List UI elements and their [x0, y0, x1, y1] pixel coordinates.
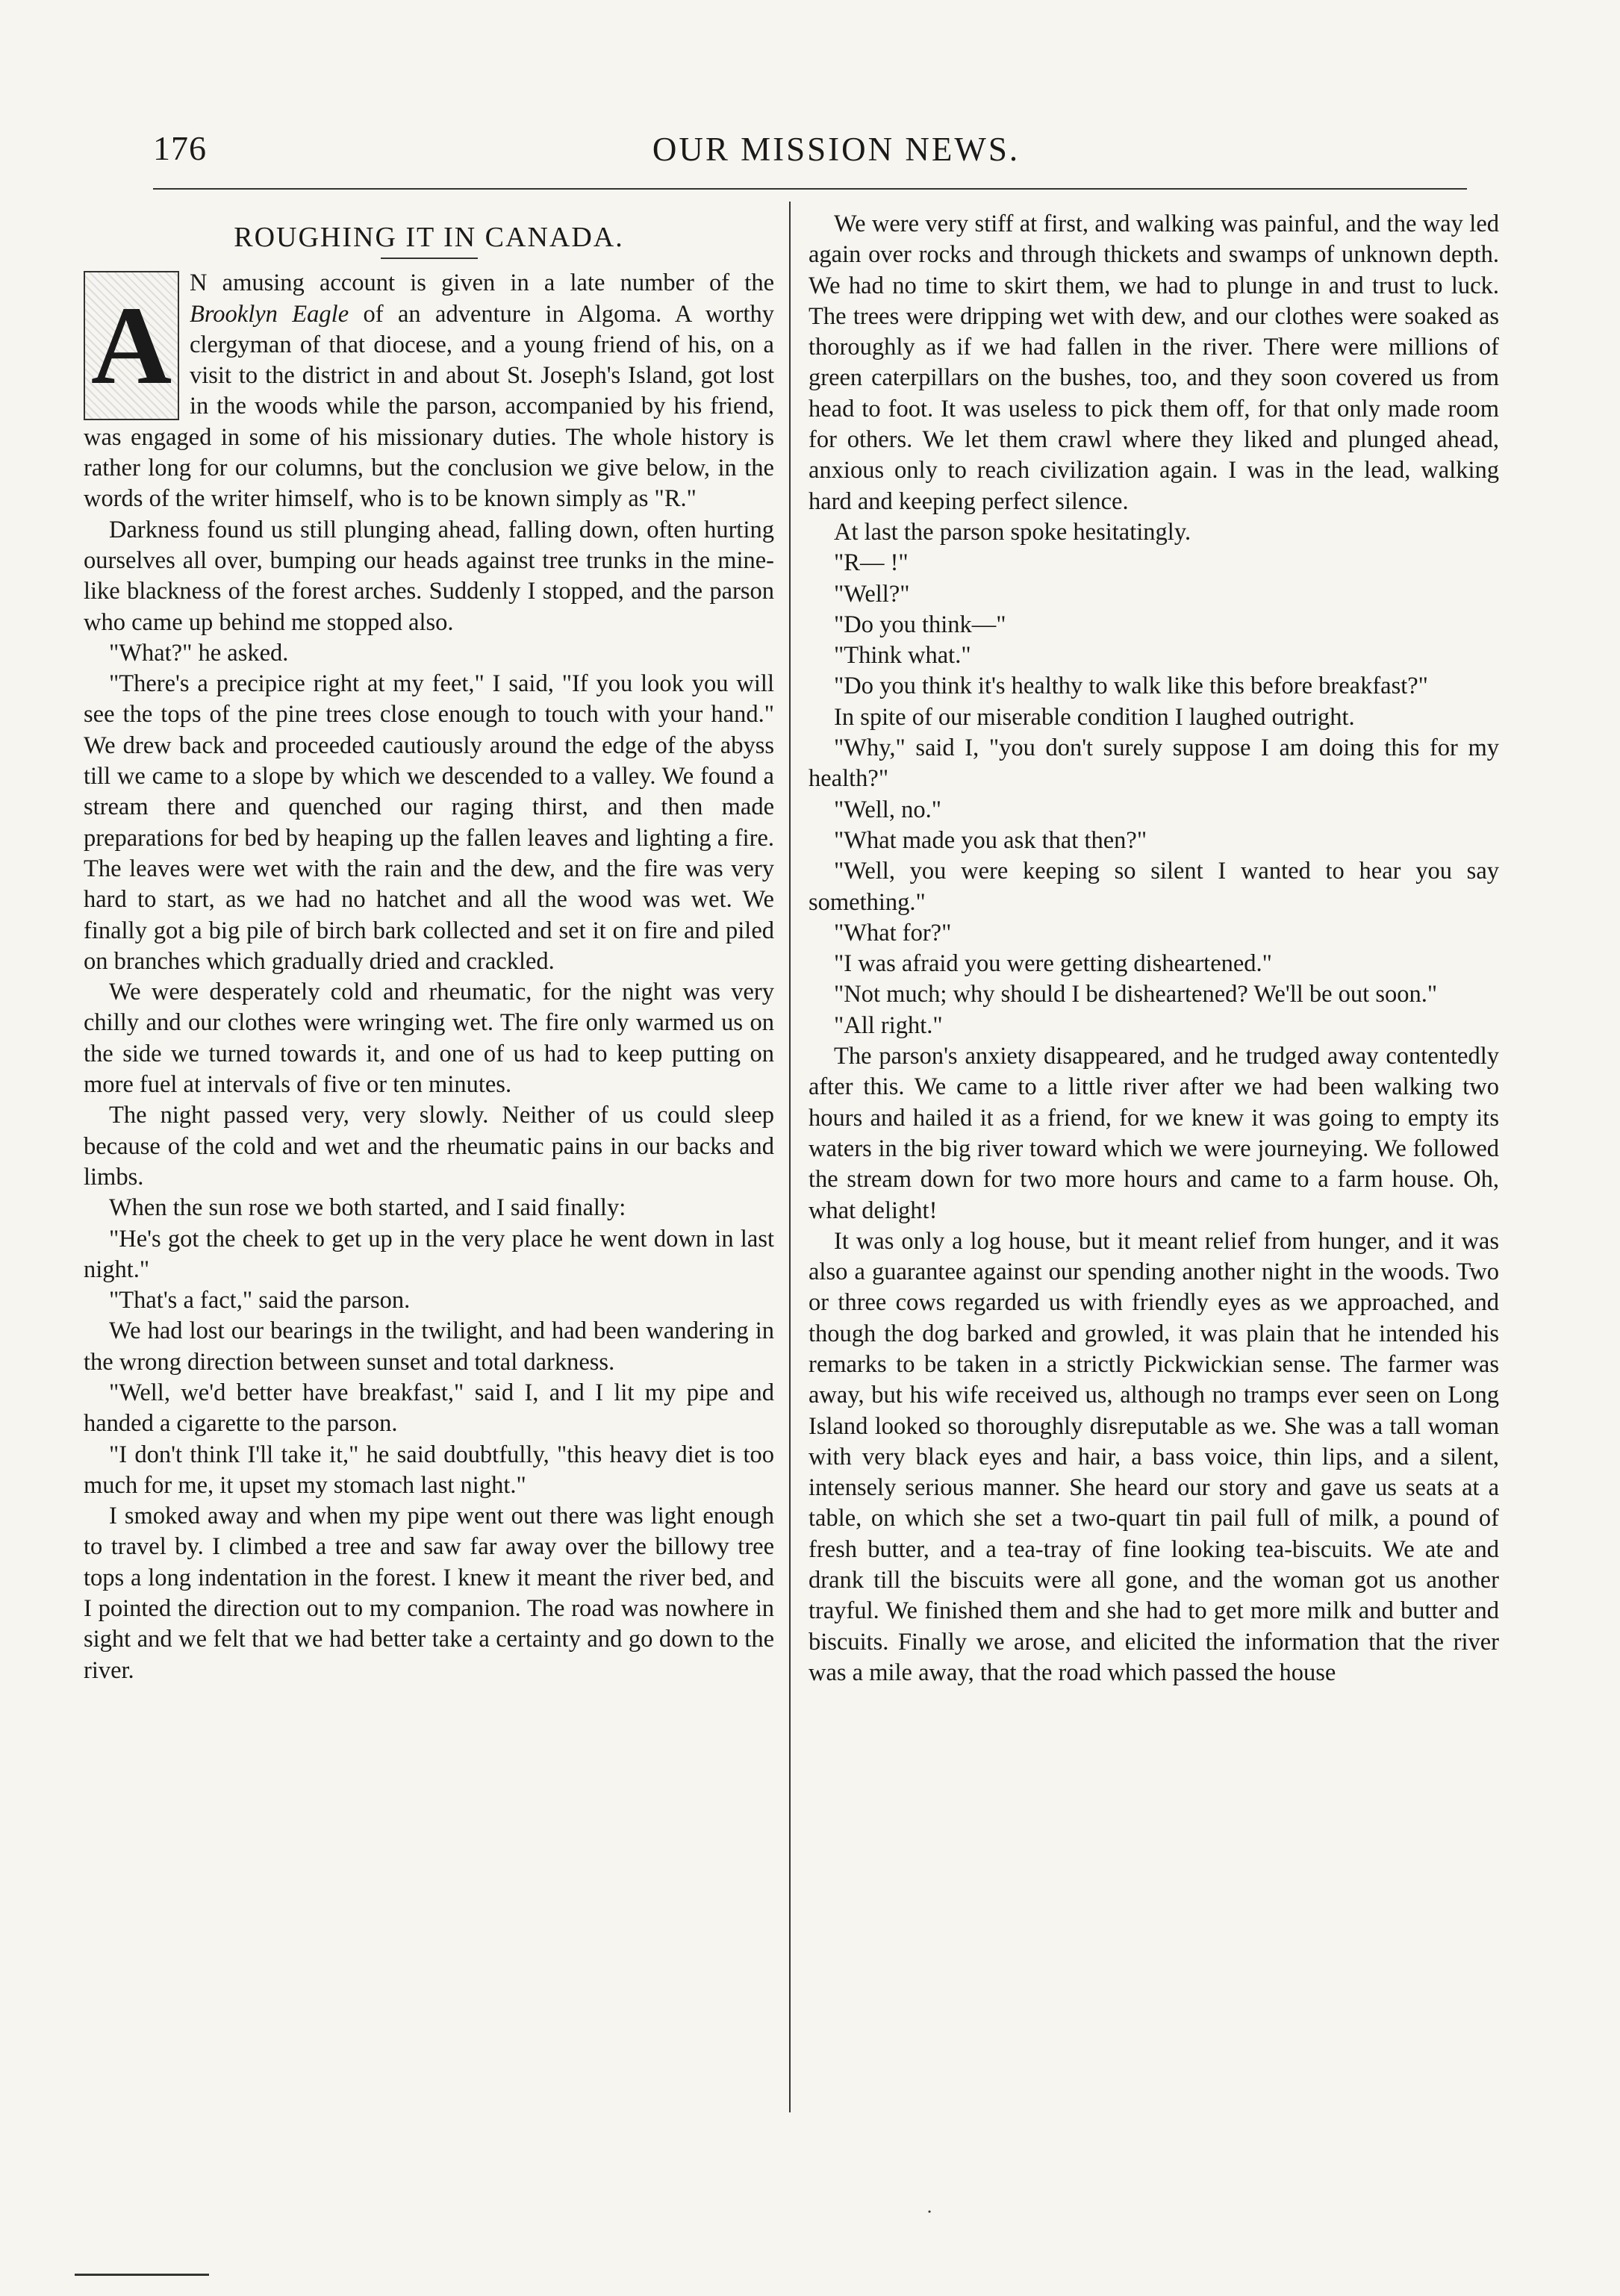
paragraph: "That's a fact," said the parson. [109, 1287, 411, 1314]
header-rule [153, 188, 1467, 190]
left-column [84, 209, 774, 1686]
drop-cap: A [84, 271, 179, 420]
paragraph: "Do you think it's healthy to walk like this before breakfast?" [834, 673, 1428, 700]
article-title: ROUGHING IT IN CANADA. [234, 222, 624, 253]
left-paragraphs [84, 515, 774, 1686]
right-column [809, 209, 1499, 1688]
paragraph: At last the parson spoke hesitatingly. [834, 518, 1191, 546]
publication-name: Brooklyn Eagle [190, 300, 349, 328]
paragraph: I smoked away and when my pipe went out there was light enough to travel by. I climbed a tree and saw far away over the billowy tree tops a long indentation in the forest. I knew it meant the river bed, and I pointed the direction out to my companion. The road was nowhere in sight and we felt that we had better take a certainty and go down to the river. [84, 1503, 774, 1684]
paragraph: "R— !" [834, 549, 909, 577]
paragraph: "Do you think—" [834, 611, 1006, 638]
print-speck: ˙ [926, 2206, 933, 2230]
paragraph: When the sun rose we both started, and I said finally: [109, 1194, 626, 1222]
paragraph: "Well, you were keeping so silent I wanted to hear you say something." [809, 858, 1499, 916]
paragraph: "Not much; why should I be disheartened? We'll be out soon." [834, 981, 1438, 1008]
paragraph: "All right." [834, 1011, 943, 1039]
right-paragraphs [809, 209, 1499, 1688]
paragraph: "I was afraid you were getting disheartened." [834, 950, 1272, 978]
title-rule [381, 258, 478, 259]
opening-rest: of an adventure in Algoma. A worthy clergyman of that diocese, and a young friend of his, on a visit to the district in and about St. Joseph's Island, got lost in the woods while the parson, accompanied by his friend, was engaged in some of his missionary duties. The whole history is rather long for our columns, but the conclusion we give below, in the words of the writer himself, who is to be known simply as "R." [84, 300, 774, 513]
paragraph: "I don't think I'll take it," he said doubtfully, "this heavy diet is too much for me, it upset my stomach last night." [84, 1441, 774, 1499]
paragraph: We had lost our bearings in the twilight, and had been wandering in the wrong direction between sunset and total darkness. [84, 1317, 774, 1376]
paragraph: "What made you ask that then?" [834, 826, 1147, 854]
running-head: OUR MISSION NEWS. [652, 131, 1021, 168]
footer-rule [75, 2274, 209, 2276]
paragraph: "What for?" [834, 919, 952, 946]
paragraph: It was only a log house, but it meant relief from hunger, and it was also a guarantee against our spending another night in the woods. Two or three cows regarded us with friendly eyes as we approached, and though the dog barked and growled, it was plain that he intended his remarks to be taken in a strictly Pickwickian sense. The farmer was away, but his wife received us, although no tramps ever seen on Long Island looked so thoroughly disreputable as we. She was a tall woman with very black eyes and hair, a bass voice, thin lips, and a silent, intensely serious manner. She heard our story and gave us seats at a table, on which she set a two-quart tin pail full of milk, a pound of fresh butter, and a tea-tray of fine looking tea-biscuits. We ate and drank till the biscuits were all gone, and the woman got us another trayful. We finished them and she had to get more milk and butter and biscuits. Finally we arose, and elicited the information that the river was a mile away, that the road which passed the house [809, 1227, 1499, 1686]
paragraph: In spite of our miserable condition I laughed outright. [834, 703, 1355, 731]
opening-lead: N amusing account is given in a late number of the [190, 269, 774, 297]
opening-paragraph [84, 268, 774, 514]
paragraph: "Well, no." [834, 796, 941, 823]
page-number: 176 [153, 129, 207, 167]
paragraph: We were desperately cold and rheumatic, for the night was very chilly and our clothes were wringing wet. The fire only warmed us on the side we turned towards it, and one of us had to keep putting on more fuel at intervals of five or ten minutes. [84, 979, 774, 1099]
paragraph: We were very stiff at first, and walking was painful, and the way led again over rocks and through thickets and swamps of unknown depth. We had no time to skirt them, we had to plunge in and trust to luck. The trees were dripping wet with dew, and our clothes were soaked as thoroughly as if we had fallen in the river. There were millions of green caterpillars on the bushes, too, and they soon covered us from head to foot. It was useless to pick them off, for that only made room for others. We let them crawl where they liked and plunged ahead, anxious only to reach civilization again. I was in the lead, walking hard and keeping perfect silence. [809, 210, 1499, 515]
paragraph: The night passed very, very slowly. Neither of us could sleep because of the cold and wet and the rheumatic pains in our backs and limbs. [84, 1102, 774, 1191]
paragraph: "There's a precipice right at my feet," I said, "If you look you will see the tops of the pine trees close enough to touch with your hand." We drew back and proceeded cautiously around the edge of the abyss till we came to a slope by which we descended to a valley. We found a stream there and quenched our raging thirst, and then made preparations for bed by heaping up the fallen leaves and lighting a fire. The leaves were wet with the rain and the dew, and the fire was very hard to start, as we had no hatchet and all the wood was wet. We finally got a big pile of birch bark collected and set it on fire and piled on branches which gradually dried and crackled. [84, 670, 774, 975]
paragraph: "Think what." [834, 642, 971, 670]
paragraph: The parson's anxiety disappeared, and he trudged away contentedly after this. We came to a little river after we had been walking two hours and hailed it as a friend, for we knew it was going to empty its waters in the big river toward which we were journeying. We followed the stream down for two more hours and came to a farm house. Oh, what delight! [809, 1043, 1499, 1224]
paragraph: "He's got the cheek to get up in the very place he went down in last night." [84, 1225, 774, 1283]
paragraph: "What?" he asked. [109, 639, 289, 667]
paragraph: "Why," said I, "you don't surely suppose I am doing this for my health?" [809, 734, 1499, 793]
column-divider [789, 202, 791, 2112]
paragraph: "Well, we'd better have breakfast," said I, and I lit my pipe and handed a cigarette to the parson. [84, 1379, 774, 1438]
paragraph: "Well?" [834, 580, 910, 608]
paragraph: Darkness found us still plunging ahead, falling down, often hurting ourselves all over, bumping our heads against tree trunks in the mine-like blackness of the forest arches. Suddenly I stopped, and the parson who came up behind me stopped also. [84, 516, 774, 636]
